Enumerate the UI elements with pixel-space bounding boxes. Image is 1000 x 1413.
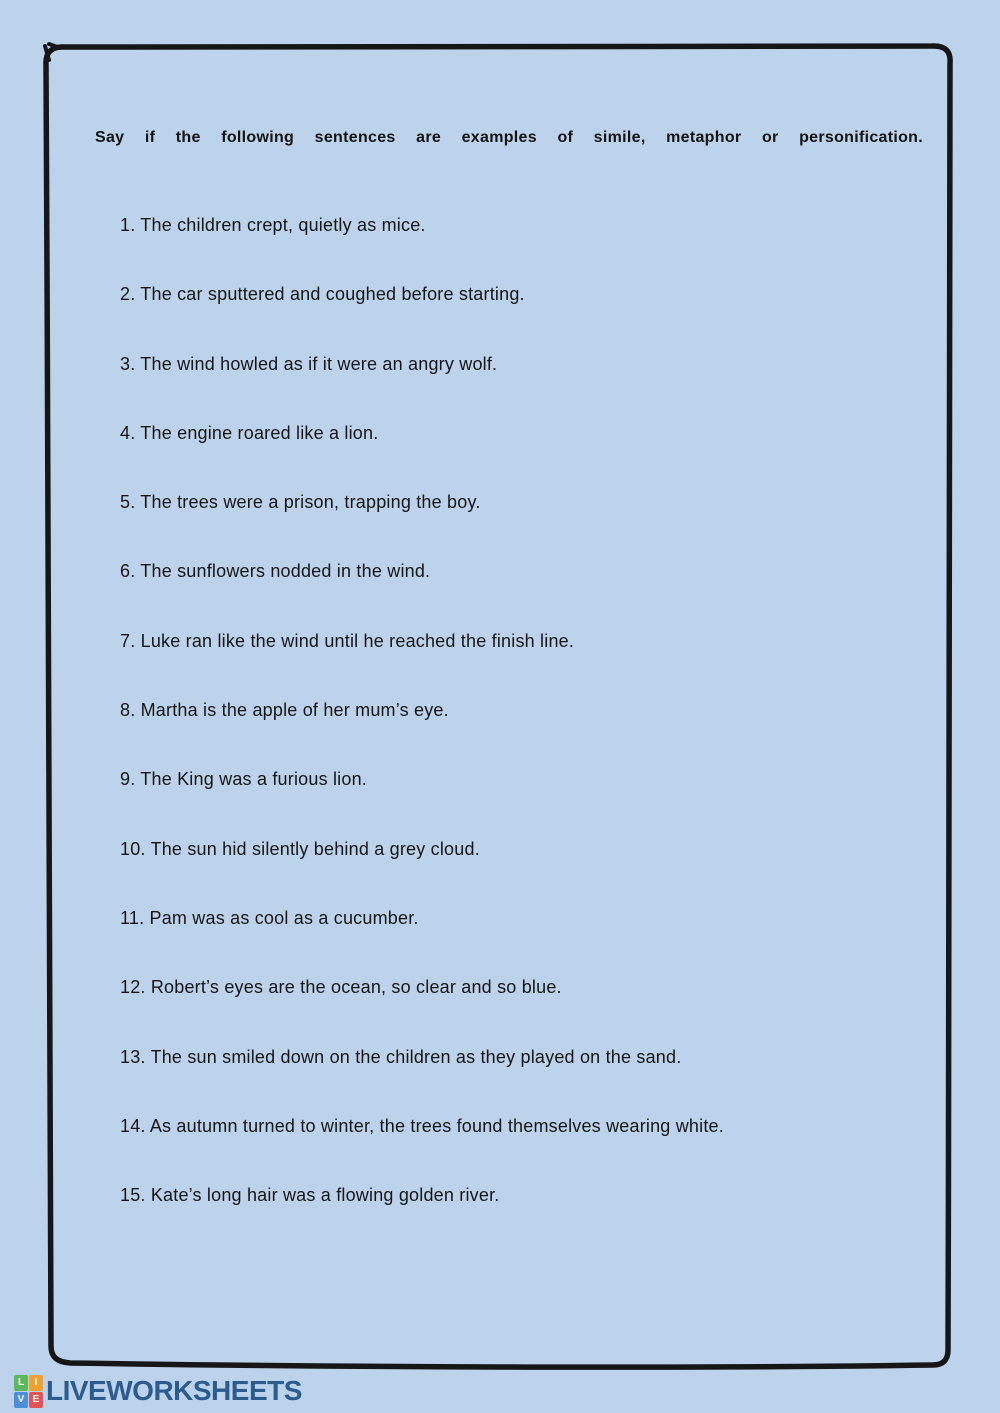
logo-tile-e: E: [29, 1392, 43, 1408]
liveworksheets-logo-icon: [14, 1375, 43, 1408]
list-item: 8. Martha is the apple of her mum’s eye.: [120, 700, 449, 721]
list-item: 4. The engine roared like a lion.: [120, 422, 379, 443]
logo-tile-l: L: [14, 1375, 28, 1391]
list-item: 1. The children crept, quietly as mice.: [120, 215, 426, 235]
list-item: 7. Luke ran like the wind until he reached the finish line.: [120, 630, 575, 651]
worksheet-title: Say if the following sentences are examples of simile, metaphor or personification.: [95, 129, 923, 146]
list-item: 6. The sunflowers nodded in the wind.: [120, 561, 431, 582]
logo-tile-i: I: [29, 1375, 43, 1391]
liveworksheets-wordmark: LIVEWORKSHEETS: [46, 1375, 302, 1406]
list-item: 2. The car sputtered and coughed before starting.: [120, 284, 525, 305]
list-item: 12. Robert’s eyes are the ocean, so clear and so blue.: [120, 977, 562, 998]
list-item: 13. The sun smiled down on the children as they played on the sand.: [120, 1046, 682, 1067]
list-item: 9. The King was a furious lion.: [120, 769, 368, 790]
logo-tile-v: V: [14, 1392, 28, 1408]
liveworksheets-logo[interactable]: [14, 1373, 302, 1409]
list-item: 10. The sun hid silently behind a grey cloud.: [120, 838, 480, 859]
list-item: 15. Kate’s long hair was a flowing golden river.: [120, 1185, 500, 1206]
list-item: 14. As autumn turned to winter, the trees found themselves wearing white.: [120, 1115, 724, 1136]
sentence-list: [120, 214, 920, 1206]
list-item: 11. Pam was as cool as a cucumber.: [120, 907, 419, 928]
list-item: 3. The wind howled as if it were an angry wolf.: [120, 353, 498, 374]
list-item: 5. The trees were a prison, trapping the boy.: [120, 492, 481, 513]
